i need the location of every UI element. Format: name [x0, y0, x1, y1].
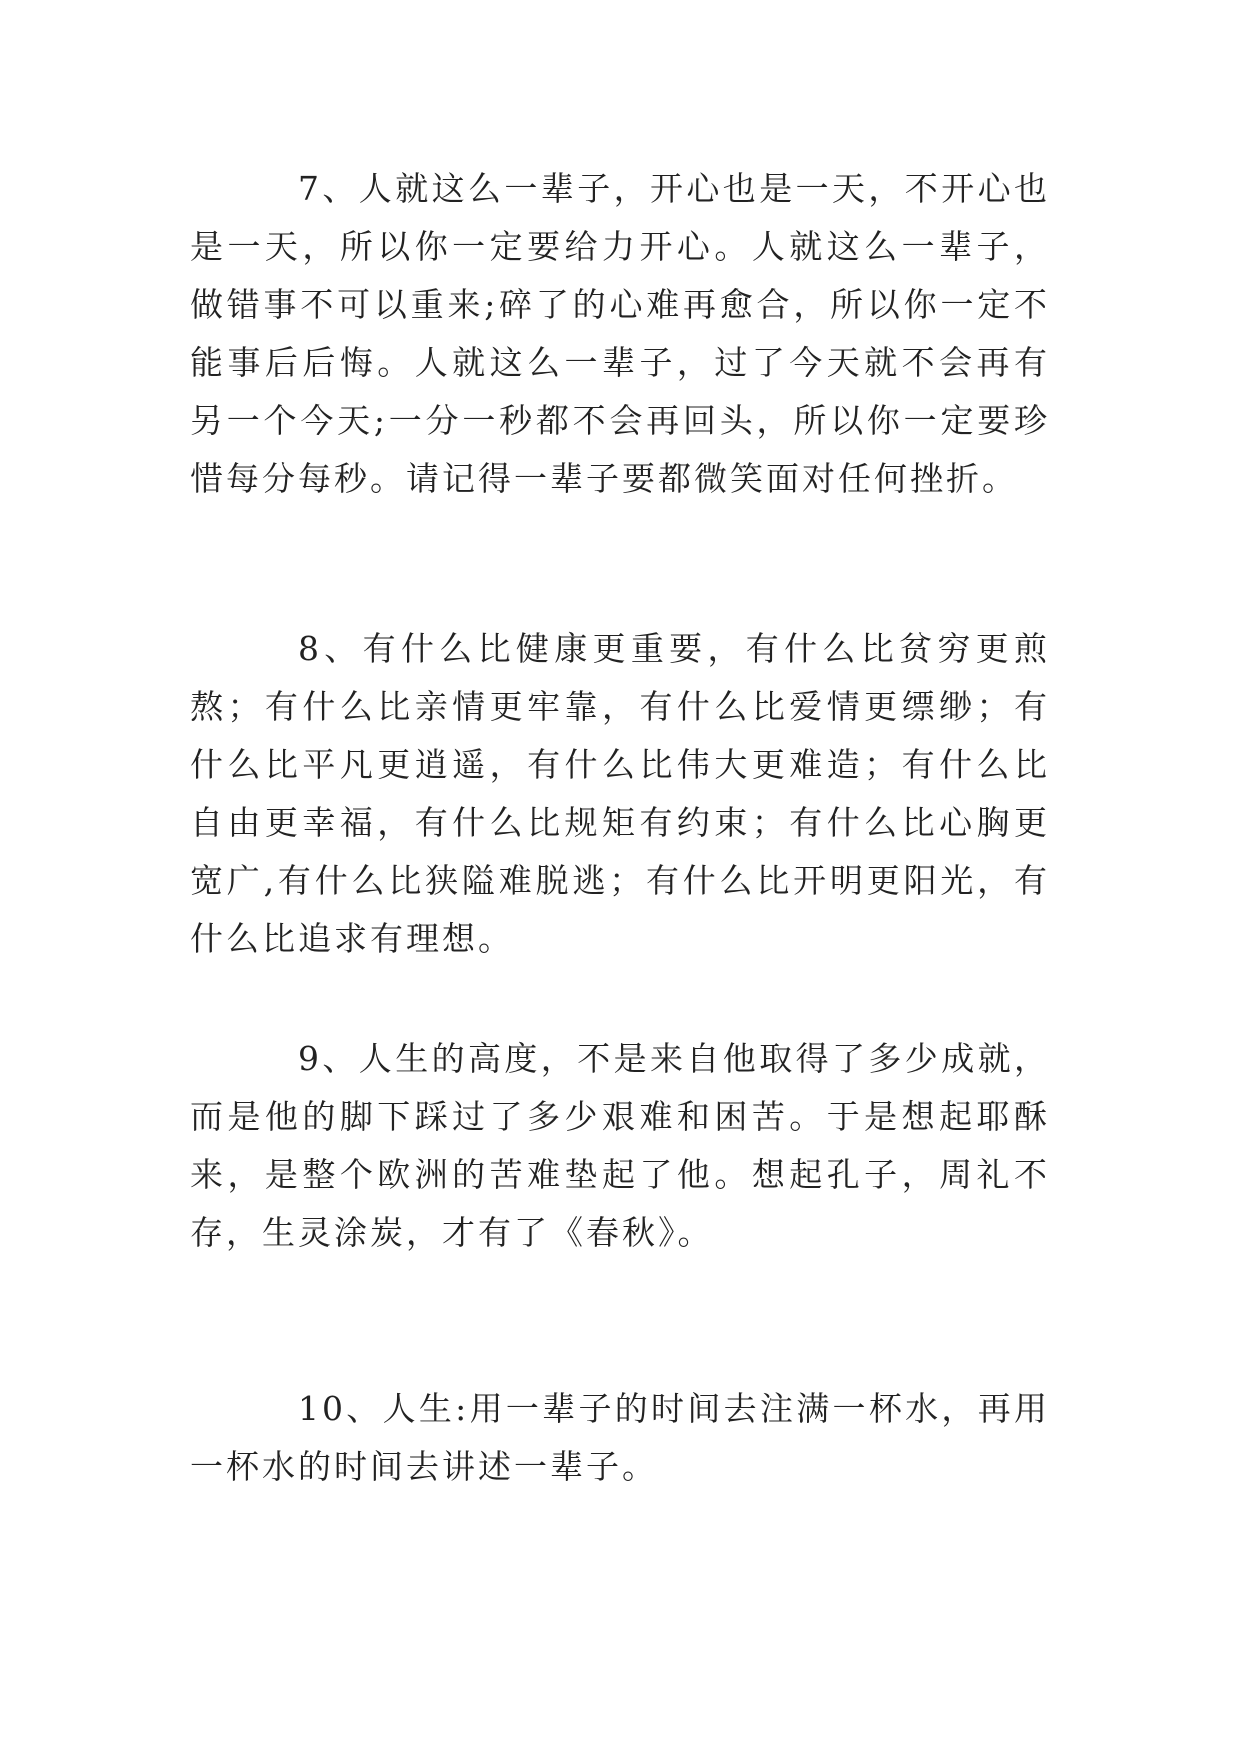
paragraph-10: 10、人生:用一辈子的时间去注满一杯水，再用一杯水的时间去讲述一辈子。 [190, 1389, 1050, 1486]
paragraph-8: 8、有什么比健康更重要，有什么比贫穷更煎熬；有什么比亲情更牢靠，有什么比爱情更缥缈；有什么比平凡更逍遥，有什么比伟大更难造；有什么比自由更幸福，有什么比规矩有约束；有什么比心胸更宽广,有什么比狭隘难脱逃；有什么比开明更阳光，有什么比追求有理想。 [190, 629, 1050, 958]
paragraph-9: 9、人生的高度，不是来自他取得了多少成就，而是他的脚下踩过了多少艰难和困苦。于是想起耶酥来，是整个欧洲的苦难垫起了他。想起孔子，周礼不存，生灵涂炭，才有了《春秋》。 [190, 1039, 1050, 1252]
paragraph-7: 7、人就这么一辈子，开心也是一天，不开心也是一天，所以你一定要给力开心。人就这么一辈子，做错事不可以重来;碎了的心难再愈合，所以你一定不能事后后悔。人就这么一辈子，过了今天就不会再有另一个今天;一分一秒都不会再回头，所以你一定要珍惜每分每秒。请记得一辈子要都微笑面对任何挫折。 [190, 169, 1050, 498]
